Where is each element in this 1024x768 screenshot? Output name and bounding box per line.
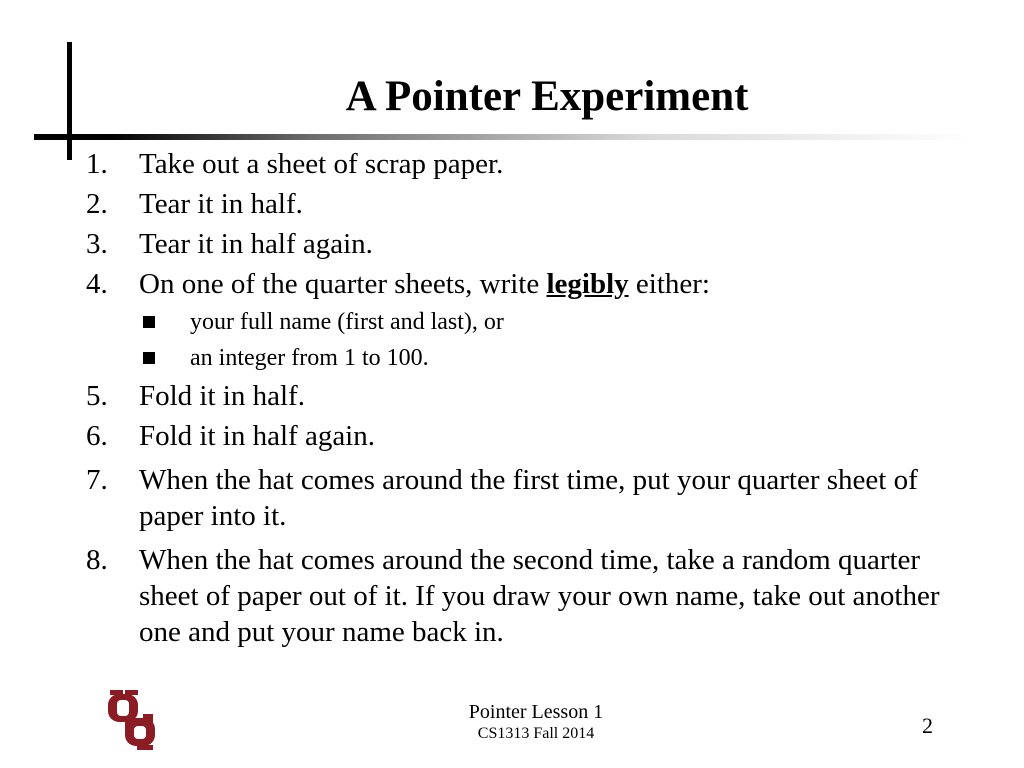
- item-number: 3.: [86, 228, 108, 260]
- item-text: Tear it in half again.: [139, 228, 373, 260]
- sub-item-1: [86, 306, 966, 338]
- item-text: Tear it in half.: [139, 188, 303, 220]
- ou-logo-icon: [108, 688, 156, 752]
- slide-body: [86, 146, 966, 654]
- list-item-6: [86, 418, 966, 454]
- emphasis-word: legibly: [546, 268, 629, 300]
- page-number: 2: [922, 713, 933, 738]
- list-item-4: [86, 266, 966, 302]
- item-text: On one of the quarter sheets, write: [139, 268, 547, 300]
- square-bullet-icon: [143, 352, 155, 364]
- list-item-1: [86, 146, 966, 182]
- square-bullet-icon: [143, 316, 155, 328]
- vertical-rule: [67, 42, 72, 160]
- list-item-7: [86, 462, 966, 534]
- item-number: 5.: [86, 380, 108, 412]
- list-item-3: [86, 226, 966, 262]
- sub-item-text: an integer from 1 to 100.: [190, 345, 429, 371]
- footer-lesson-title: Pointer Lesson 1: [468, 701, 604, 723]
- sub-item-text: your full name (first and last), or: [190, 309, 504, 335]
- item-text-end: either:: [628, 268, 710, 300]
- item-text: When the hat comes around the second time, take a random quarter sheet of paper out of it. If you draw your own name, take out another one and put your name back in.: [139, 544, 940, 648]
- ou-logo: [108, 688, 156, 757]
- logo-mark: [108, 690, 155, 750]
- item-number: 1.: [86, 148, 108, 180]
- item-number: 4.: [86, 268, 108, 300]
- item-number: 2.: [86, 188, 108, 220]
- list-item-5: [86, 378, 966, 414]
- title-underline-rule: [34, 134, 974, 140]
- item-text: When the hat comes around the first time, put your quarter sheet of paper into it.: [139, 464, 918, 532]
- list-item-2: [86, 186, 966, 222]
- footer-course: CS1313 Fall 2014: [477, 725, 595, 742]
- item-number: 8.: [86, 544, 108, 576]
- footer: [380, 700, 692, 744]
- list-item-8: [86, 542, 966, 650]
- item-number: 6.: [86, 420, 108, 452]
- slide-title: A Pointer Experiment: [345, 73, 749, 120]
- item-text: Fold it in half.: [139, 380, 305, 412]
- item-text: Fold it in half again.: [139, 420, 375, 452]
- item-text: Take out a sheet of scrap paper.: [139, 148, 504, 180]
- sub-item-2: [86, 342, 966, 374]
- item-number: 7.: [86, 464, 108, 496]
